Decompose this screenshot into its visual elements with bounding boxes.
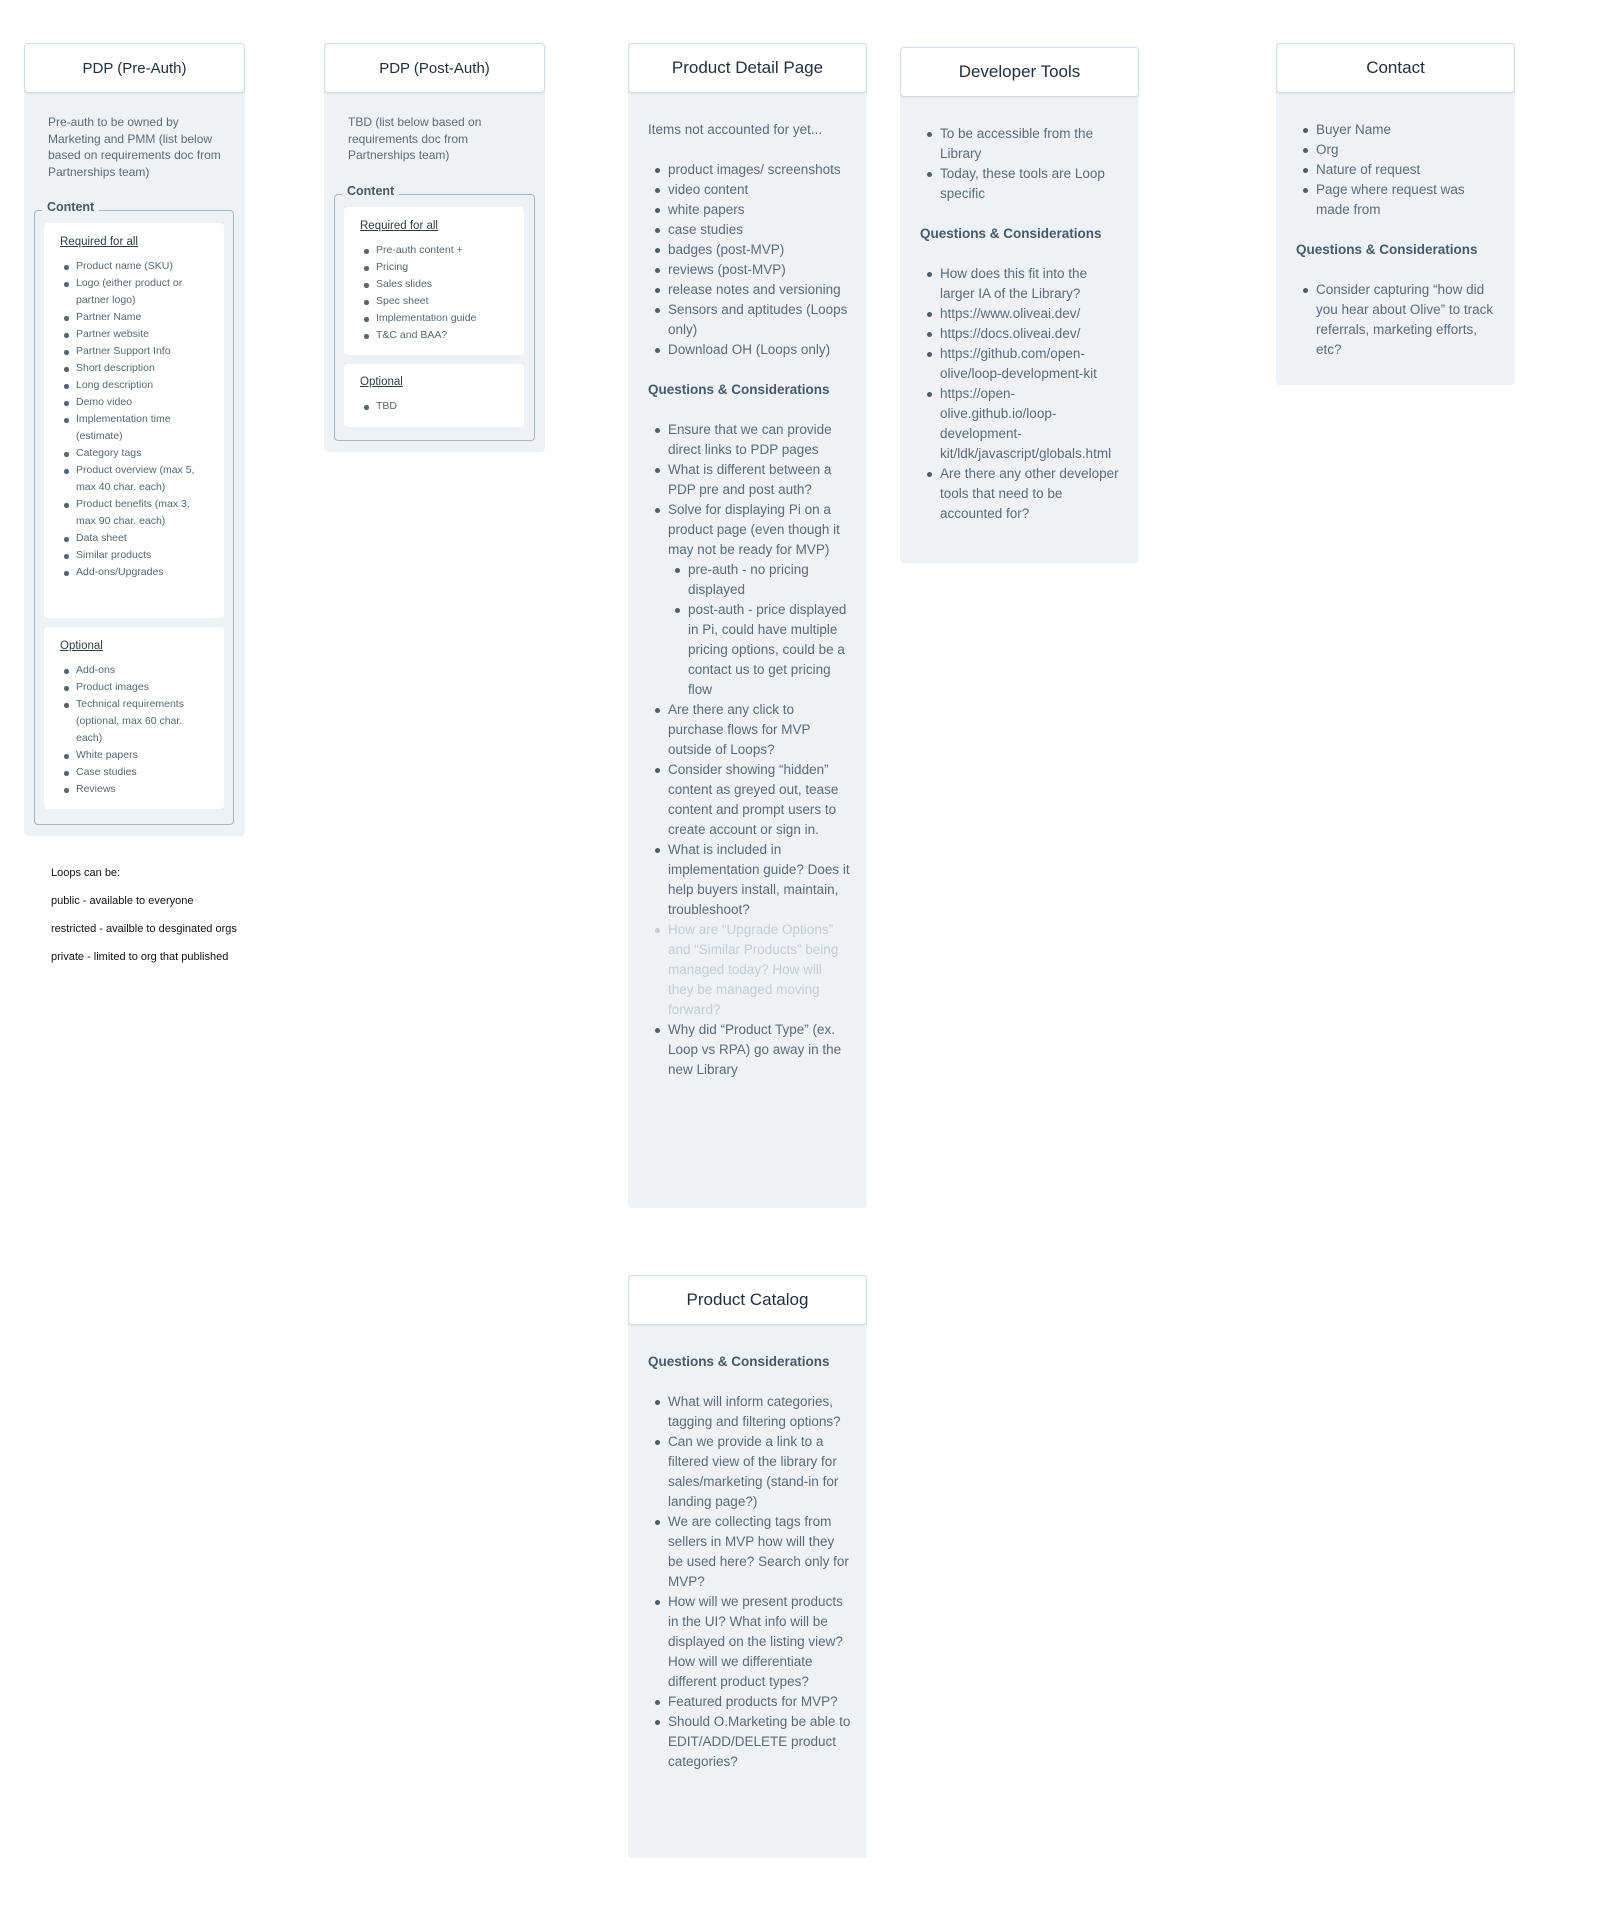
- question-item: Can we provide a link to a filtered view of the library for sales/marketing (stand-in for landing page?): [648, 1432, 851, 1512]
- optional-item: Technical requirements (optional, max 60 char. each): [60, 696, 200, 747]
- dev-item: Today, these tools are Loop specific: [920, 164, 1124, 204]
- question-item: What is different between a PDP pre and post auth?: [648, 460, 851, 500]
- developer-tools-title[interactable]: Developer Tools: [900, 47, 1139, 97]
- contact-questions-heading: Questions & Considerations: [1296, 242, 1478, 257]
- question-item: How does this fit into the larger IA of the Library?: [920, 264, 1124, 304]
- question-item: https://open-olive.github.io/loop-development-kit/ldk/javascript/globals.html: [920, 384, 1124, 464]
- pdp-post-auth-description: TBD (list below based on requirements doc from Partnerships team): [348, 115, 482, 162]
- developer-tools-questions-heading: Questions & Considerations: [920, 226, 1102, 241]
- pdp-item: video content: [648, 180, 851, 200]
- question-item: Consider capturing “how did you hear about Olive” to track referrals, marketing efforts, etc?: [1296, 280, 1500, 360]
- question-item: Consider showing “hidden” content as greyed out, tease content and prompt users to create account or sign in.: [648, 760, 851, 840]
- required-item: Demo video: [60, 394, 210, 411]
- question-item: Ensure that we can provide direct links to PDP pages: [648, 420, 851, 460]
- contact-title[interactable]: Contact: [1276, 43, 1515, 93]
- pdp-item: release notes and versioning: [648, 280, 851, 300]
- contact-item: Page where request was made from: [1296, 180, 1500, 220]
- question-item: How are “Upgrade Options” and “Similar Products” being managed today? How will they be managed moving forward?: [648, 920, 851, 1020]
- pdp-item: white papers: [648, 200, 851, 220]
- question-item: Are there any click to purchase flows for MVP outside of Loops?: [648, 700, 851, 760]
- required-item: Product overview (max 5, max 40 char. each): [60, 462, 210, 496]
- question-item: Why did “Product Type” (ex. Loop vs RPA) go away in the new Library: [648, 1020, 851, 1080]
- pdp-pre-auth-title[interactable]: PDP (Pre-Auth): [24, 43, 245, 93]
- sub-list-item: post-auth - price displayed in Pi, could have multiple pricing options, could be a contact us to get pricing flow: [668, 600, 851, 700]
- required-item: Data sheet: [60, 530, 210, 547]
- loops-note: [51, 866, 237, 978]
- question-item: https://www.oliveai.dev/: [920, 304, 1124, 324]
- question-item: Solve for displaying Pi on a product page (even though it may not be ready for MVP) pre-auth - no pricing displayed post-auth - price displayed in Pi, could have multiple pricing options, could be a contact us to get pricing flow: [648, 500, 851, 700]
- required-item: Product benefits (max 3, max 90 char. each): [60, 496, 210, 530]
- sub-list-item: pre-auth - no pricing displayed: [668, 560, 851, 600]
- pdp-item: badges (post-MVP): [648, 240, 851, 260]
- required-item: Implementation guide: [360, 310, 510, 327]
- pdp-pre-auth-content-label: Content: [42, 200, 99, 214]
- product-catalog-body: [648, 1352, 851, 1772]
- question-item: Should O.Marketing be able to EDIT/ADD/DELETE product categories?: [648, 1712, 851, 1772]
- dev-item: To be accessible from the Library: [920, 124, 1124, 164]
- product-detail-lead: Items not accounted for yet...: [648, 122, 823, 137]
- sub-list: [668, 560, 851, 700]
- required-item: T&C and BAA?: [360, 327, 510, 344]
- pdp-post-auth-required-heading: Required for all: [360, 220, 438, 232]
- question-item: https://github.com/open-olive/loop-development-kit: [920, 344, 1124, 384]
- required-item: Long description: [60, 377, 210, 394]
- optional-item: Case studies: [60, 764, 200, 781]
- pdp-post-auth-content-label: Content: [342, 184, 399, 198]
- contact-item: Buyer Name: [1296, 120, 1500, 140]
- product-detail-questions-heading: Questions & Considerations: [648, 382, 830, 397]
- required-item: Sales slides: [360, 276, 510, 293]
- pdp-pre-auth-required-heading: Required for all: [60, 236, 138, 248]
- optional-item: Product images: [60, 679, 200, 696]
- pdp-post-auth-optional-heading: Optional: [360, 376, 403, 388]
- optional-item: Reviews: [60, 781, 200, 798]
- required-item: Spec sheet: [360, 293, 510, 310]
- required-item: Partner Name: [60, 309, 210, 326]
- pdp-pre-auth-description: Pre-auth to be owned by Marketing and PMM (list below based on requirements doc from Partnerships team): [48, 115, 221, 179]
- contact-item: Nature of request: [1296, 160, 1500, 180]
- optional-item: TBD: [360, 398, 500, 415]
- required-item: Partner website: [60, 326, 210, 343]
- pdp-item: Sensors and aptitudes (Loops only): [648, 300, 851, 340]
- contact-body: [1296, 120, 1500, 360]
- product-catalog-questions: [648, 1392, 851, 1772]
- developer-tools-body: [920, 124, 1124, 524]
- product-detail-title[interactable]: Product Detail Page: [628, 43, 867, 93]
- optional-item: Add-ons: [60, 662, 200, 679]
- required-item: Logo (either product or partner logo): [60, 275, 210, 309]
- pdp-item: reviews (post-MVP): [648, 260, 851, 280]
- pdp-post-auth-optional-box: [344, 364, 524, 427]
- loops-note-restricted: restricted - availble to desginated orgs: [51, 923, 237, 935]
- contact-item: Org: [1296, 140, 1500, 160]
- question-item: We are collecting tags from sellers in MVP how will they be used here? Search only for MVP?: [648, 1512, 851, 1592]
- product-detail-questions: [648, 420, 851, 1080]
- required-item: Partner Support Info: [60, 343, 210, 360]
- loops-note-private: private - limited to org that published: [51, 951, 229, 963]
- loops-note-public: public - available to everyone: [51, 895, 194, 907]
- product-detail-body: [648, 120, 851, 1080]
- pdp-pre-auth-optional-list: [60, 662, 200, 798]
- developer-tools-items: [920, 124, 1124, 204]
- pdp-item: case studies: [648, 220, 851, 240]
- question-item: How will we present products in the UI? What info will be displayed on the listing view? How will we differentiate different product types?: [648, 1592, 851, 1692]
- product-catalog-questions-heading: Questions & Considerations: [648, 1354, 830, 1369]
- pdp-pre-auth-optional-heading: Optional: [60, 640, 103, 652]
- contact-items: [1296, 120, 1500, 220]
- required-item: Add-ons/Upgrades: [60, 564, 210, 581]
- question-item: What will inform categories, tagging and filtering options?: [648, 1392, 851, 1432]
- pdp-post-auth-required-list: [360, 242, 510, 344]
- optional-item: White papers: [60, 747, 200, 764]
- required-item: Pricing: [360, 259, 510, 276]
- required-item: Similar products: [60, 547, 210, 564]
- contact-questions: [1296, 280, 1500, 360]
- question-item: Are there any other developer tools that need to be accounted for?: [920, 464, 1124, 524]
- required-item: Category tags: [60, 445, 210, 462]
- pdp-item: product images/ screenshots: [648, 160, 851, 180]
- required-item: Short description: [60, 360, 210, 377]
- pdp-item: Download OH (Loops only): [648, 340, 851, 360]
- required-item: Pre-auth content +: [360, 242, 510, 259]
- question-item: What is included in implementation guide? Does it help buyers install, maintain, troubleshoot?: [648, 840, 851, 920]
- required-item: Product name (SKU): [60, 258, 210, 275]
- question-item: Featured products for MVP?: [648, 1692, 851, 1712]
- required-item: Implementation time (estimate): [60, 411, 210, 445]
- pdp-post-auth-optional-list: [360, 398, 500, 415]
- question-item: https://docs.oliveai.dev/: [920, 324, 1124, 344]
- pdp-post-auth-title[interactable]: PDP (Post-Auth): [324, 43, 545, 93]
- loops-note-title: Loops can be:: [51, 867, 121, 879]
- pdp-pre-auth-required-list: [60, 258, 210, 581]
- product-detail-items: [648, 160, 851, 360]
- developer-tools-questions: [920, 264, 1124, 524]
- product-catalog-title[interactable]: Product Catalog: [628, 1275, 867, 1325]
